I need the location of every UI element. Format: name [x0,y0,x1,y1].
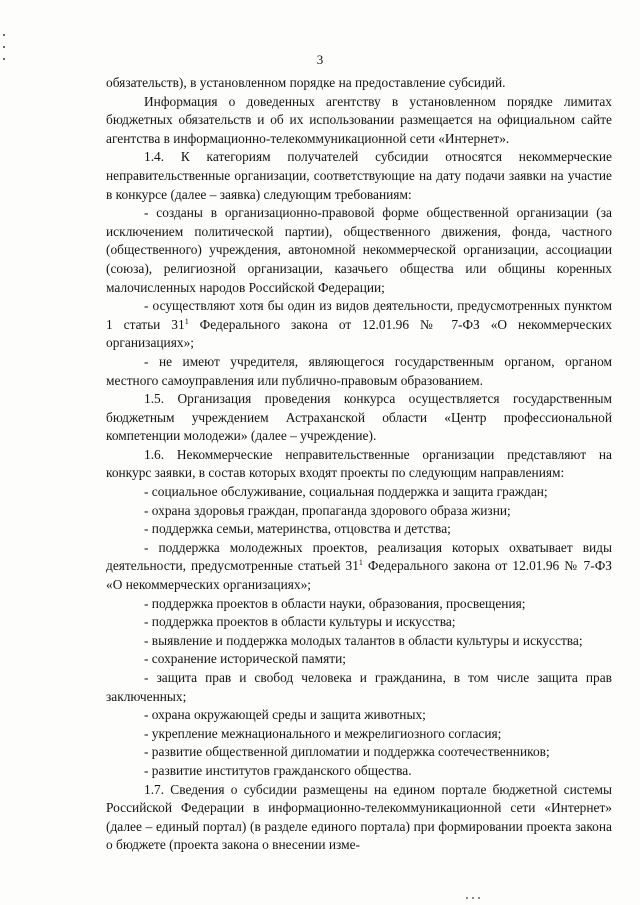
scan-artifact-dots [466,886,486,889]
requirement-text-part: Федерального закона от 12.01.96 № 7-ФЗ «О некоммерческих организациях»; [106,316,613,351]
document-body [106,74,612,855]
requirement-item: - не имеют учредителя, являющегося государственным органом, органом местного самоуправления или публично-правовым образованием. [106,353,612,388]
direction-item: - развитие институтов гражданского общества. [144,762,412,778]
paragraph-continuation: обязательств), в установленном порядке на предоставление субсидий. [106,75,506,90]
paragraph-1-7: 1.7. Сведения о субсидии размещены на едином портале бюджетной системы Российской Федерации в информационно-телекоммуникационной сети «Интернет» (далее – единый портал) (в разделе единого портала) при формировании проекта закона о бюджете (проекта закона о внесении изме- [106,781,612,853]
direction-text-part: - поддержка молодежных проектов, реализация которых охватывает виды деятельности, предусмотренные статьей 31 [106,539,612,574]
superscript: 1 [184,316,189,326]
direction-item: - сохранение исторической памяти; [144,651,346,667]
page-number: 3 [316,52,324,67]
direction-item [106,539,612,595]
paragraph-limits-info: Информация о доведенных агентству в установленном порядке лимитах бюджетных обязательств и об их использовании размещается на официальном сайте агентства в информационно-телекоммуникационной сети «Интернет». [106,93,612,146]
direction-item: - охрана здоровья граждан, пропаганда здорового образа жизни; [144,502,511,518]
direction-item: - выявление и поддержка молодых талантов в области культуры и искусства; [144,632,583,648]
direction-item: - поддержка проектов в области культуры и искусства; [144,614,456,630]
requirement-item: - созданы в организационно-правовой форме общественной организации (за исключением политической партии), общественного движения, фонда, частного (общественного) учреждения, автономной некоммерческой организации, ассоциации (союза), религиозной организации, казачьего общества или общины коренных малочисленных народов Российской Федерации; [106,205,612,295]
direction-item: - поддержка семьи, материнства, отцовства и детства; [144,521,451,537]
paragraph-1-6: 1.6. Некоммерческие неправительственные организации представляют на конкурс заявки, в состав которых входят проекты по следующим направлениям: [106,446,612,481]
requirement-item [106,297,612,353]
direction-item: - развитие общественной дипломатии и поддержка соотечественников; [144,744,550,760]
paragraph-1-4: 1.4. К категориям получателей субсидии относятся некоммерческие неправительственные организации, соответствующие на дату подачи заявки на участие в конкурсе (далее – заявка) следующим требованиям: [106,149,612,202]
direction-text-part: Федерального закона от 12.01.96 № 7-ФЗ «О некоммерческих организациях»; [106,558,612,593]
requirement-text-part: - осуществляют хотя бы один из видов деятельности, предусмотренных пунктом 1 статьи 31 [106,298,612,332]
direction-item: - укрепление межнационального и межрелигиозного согласия; [144,725,502,741]
superscript: 1 [358,558,363,568]
direction-item: - поддержка проектов в области науки, образования, просвещения; [144,595,526,611]
direction-item: - охрана окружающей среды и защита животных; [144,707,426,723]
direction-item: - социальное обслуживание, социальная поддержка и защита граждан; [144,484,548,500]
direction-item: - защита прав и свобод человека и гражданина, в том числе защита прав заключенных; [106,670,612,704]
paragraph-1-5: 1.5. Организация проведения конкурса осуществляется государственным бюджетным учреждением Астраханской области «Центр профессиональной компетенции молодежи» (далее – учреждение). [106,391,612,444]
